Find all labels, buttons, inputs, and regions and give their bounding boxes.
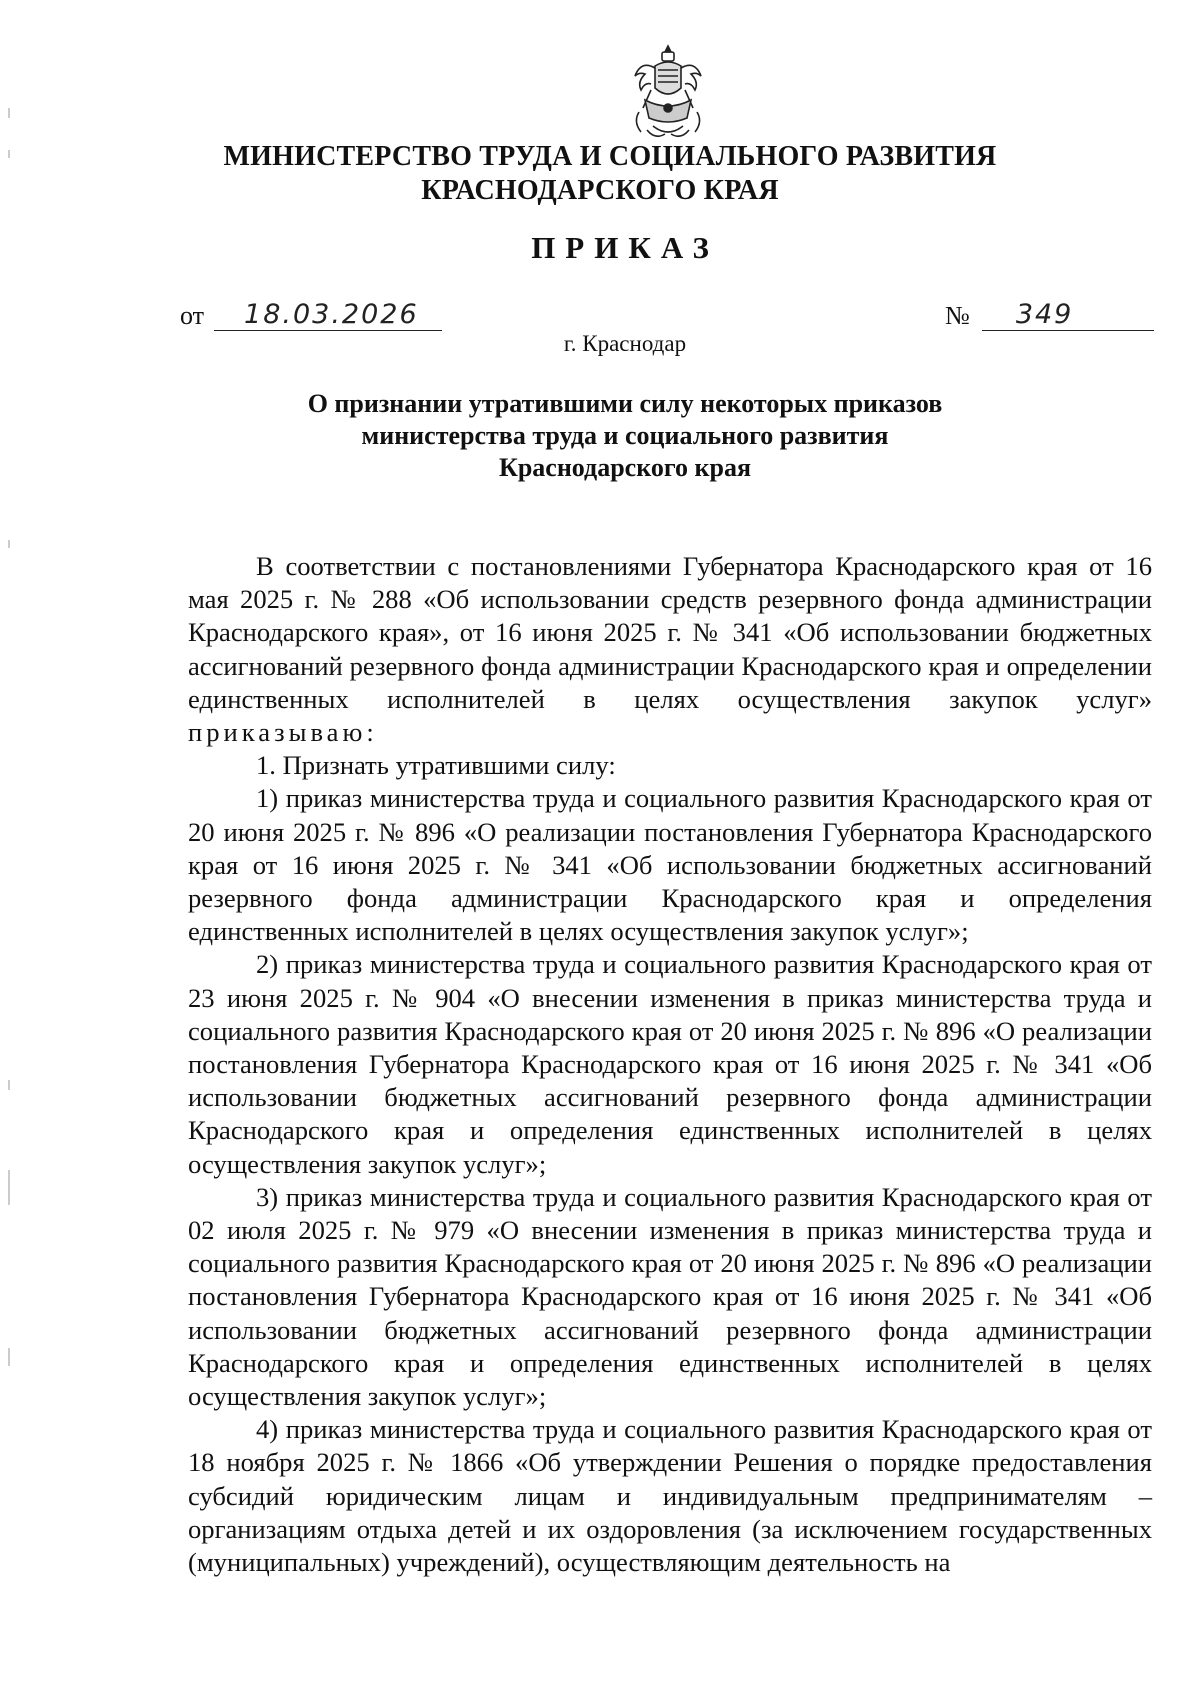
city-label: г. Краснодар bbox=[563, 331, 687, 356]
list-item: 1) приказ министерства труда и социального развития Краснодарского края от 20 июня 2025 г. № 896 «О реализации постановления Губернатора Краснодарского края от 16 июня 2025 г. № 341 «Об использовании бюджетных ассигнований резервного фонда администрации Краснодарского края и определения единственных исполнителей в целях осуществления закупок услуг»; bbox=[188, 783, 1152, 947]
order-word: приказываю: bbox=[188, 717, 378, 748]
preamble-text: В соответствии с постановлениями Губернатора Краснодарского края от 16 мая 2025 г. № 288 «Об использовании средств резервного фонда администрации Краснодарского края», от 16 июня 2025 г. № 341 «Об использовании бюджетных ассигнований резервного фонда администрации Краснодарского края и определении единственных исполнителей в целях осуществления закупок услуг» bbox=[188, 551, 1152, 714]
list-item: 4) приказ министерства труда и социального развития Краснодарского края от 18 ноября 2025 г. № 1866 «Об утверждении Решения о порядке предоставления субсидий юридическим лицам и индивидуальным предпринимателям – организациям отдыха детей и их оздоровления (за исключением государственных (муниципальных) учреждений), осуществляющим деятельность на bbox=[188, 1414, 1152, 1578]
date-value: 18.03.2026 bbox=[214, 300, 442, 331]
subject-line-3: Краснодарского края bbox=[498, 453, 752, 482]
scan-edge-marks bbox=[6, 0, 12, 1698]
subject-line-2: министерства труда и социального развития bbox=[361, 421, 889, 450]
date-prefix: от bbox=[180, 301, 205, 330]
ministry-line-1: МИНИСТЕРСТВО ТРУДА И СОЦИАЛЬНОГО РАЗВИТИЯ bbox=[223, 141, 997, 172]
list-item: 2) приказ министерства труда и социального развития Краснодарского края от 23 июня 2025 г. № 904 «О внесении изменения в приказ министерства труда и социального развития Краснодарского края от 20 июня 2025 г. № 896 «О реализации постановления Губернатора Краснодарского края от 16 июня 2025 г. № 341 «Об использовании бюджетных ассигнований резервного фонда администрации Краснодарского края и определения единственных исполнителей в целях осуществления закупок услуг»; bbox=[188, 949, 1152, 1179]
point-1: 1. Признать утратившими силу: bbox=[256, 750, 616, 781]
preamble-paragraph bbox=[188, 550, 1152, 749]
list-item: 3) приказ министерства труда и социального развития Краснодарского края от 02 июля 2025 г. № 979 «О внесении изменения в приказ министерства труда и социального развития Краснодарского края от 20 июня 2025 г. № 896 «О реализации постановления Губернатора Краснодарского края от 16 июня 2025 г. № 341 «Об использовании бюджетных ассигнований резервного фонда администрации Краснодарского края и определения единственных исполнителей в целях осуществления закупок услуг»; bbox=[188, 1181, 1152, 1412]
ministry-line-2: КРАСНОДАРСКОГО КРАЯ bbox=[421, 175, 779, 206]
date-field bbox=[180, 300, 442, 331]
order-body bbox=[188, 550, 1152, 1579]
coat-of-arms-icon bbox=[625, 42, 711, 142]
number-field bbox=[945, 300, 1154, 331]
ministry-name bbox=[0, 140, 1200, 208]
document-type-title: ПРИКАЗ bbox=[531, 230, 719, 265]
subject-line-1: О признании утратившими силу некоторых приказов bbox=[307, 389, 943, 418]
order-subject bbox=[0, 388, 1200, 484]
number-value: 349 bbox=[982, 300, 1154, 331]
number-prefix: № bbox=[945, 301, 970, 330]
